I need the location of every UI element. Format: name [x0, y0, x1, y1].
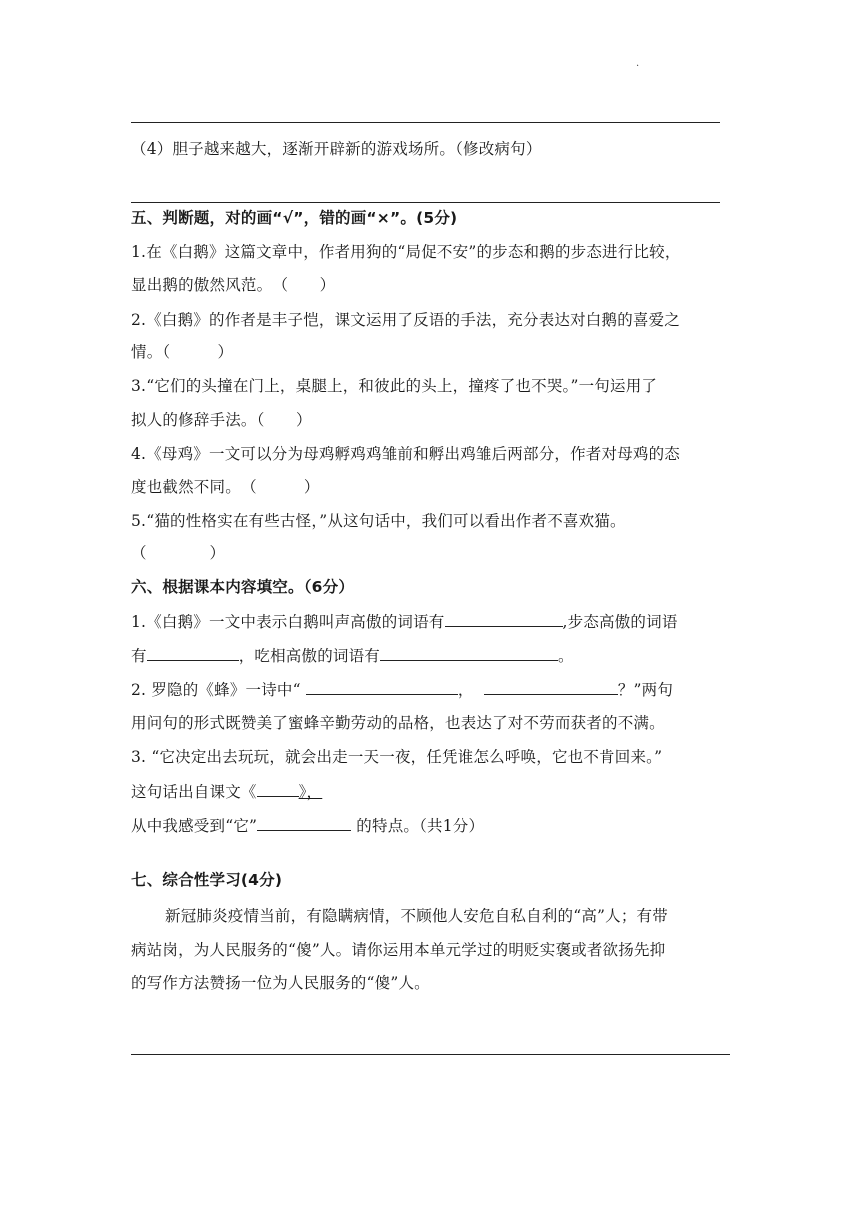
fill-blank[interactable] — [306, 679, 458, 695]
fill-text: 这句话出自课文《 — [131, 783, 257, 801]
fill-text: 有 — [131, 647, 147, 665]
fill-text: 2. 罗隐的《蜂》一诗中“ — [131, 681, 301, 699]
fill-question-3-cont — [131, 781, 322, 802]
judge-item: 3.“它们的头撞在门上，桌腿上，和彼此的头上，撞疼了也不哭。”一句运用了 — [131, 377, 658, 395]
section-6-title: 六、根据课本内容填空。（6分） — [131, 578, 355, 596]
question-modify-sentence: （4）胆子越来越大，逐渐开辟新的游戏场所。（修改病句） — [131, 140, 542, 158]
judge-item: 显出鹅的傲然风范。 （ ） — [131, 276, 336, 294]
fill-question-1 — [131, 611, 678, 632]
answer-line — [131, 122, 720, 123]
paragraph-line: 的写作方法赞扬一位为人民服务的“傻”人。 — [131, 974, 430, 992]
answer-line — [131, 202, 720, 203]
fill-question-1-cont — [131, 645, 574, 666]
judge-item: 拟人的修辞手法。（ ） — [131, 411, 312, 429]
fill-blank[interactable] — [484, 679, 618, 695]
fill-text: 1.《白鹅》一文中表示白鹅叫声高傲的词语有 — [131, 613, 445, 631]
fill-blank[interactable] — [445, 611, 563, 627]
paragraph-line: 新冠肺炎疫情当前，有隐瞒病情，不顾他人安危自私自利的“高”人；有带 — [165, 907, 668, 925]
fill-text: 的特点。（共1分） — [356, 817, 485, 835]
page-marker: . — [636, 58, 640, 69]
fill-blank[interactable] — [380, 645, 558, 661]
section-7-title: 七、综合性学习(4分) — [131, 871, 283, 889]
judge-item: 5.“猫的性格实在有些古怪，”从这句话中，我们可以看出作者不喜欢猫。 — [131, 512, 626, 530]
fill-question-3: 3. “它决定出去玩玩，就会出走一天一夜，任凭谁怎么呼唤，它也不肯回来。” — [131, 748, 663, 766]
fill-text: ，吃相高傲的词语有 — [238, 647, 381, 665]
fill-text: 。 — [558, 647, 574, 665]
section-5-title: 五、判断题，对的画“√”，错的画“×”。(5分) — [131, 209, 458, 227]
judge-item: 1.在《白鹅》这篇文章中，作者用狗的“局促不安”的步态和鹅的步态进行比较， — [131, 243, 681, 261]
judge-item: （ ） — [131, 544, 226, 562]
answer-line — [131, 1054, 730, 1055]
fill-text: ， — [457, 681, 474, 699]
judge-item: 4.《母鸡》一文可以分为母鸡孵鸡鸡雏前和孵出鸡雏后两部分，作者对母鸡的态 — [131, 445, 680, 463]
fill-text: ,步态高傲的词语 — [562, 613, 678, 631]
fill-text: 从中我感受到“它” — [131, 817, 258, 835]
fill-text: 》， — [298, 783, 323, 801]
fill-question-2 — [131, 679, 673, 700]
fill-question-3-feeling — [131, 815, 484, 836]
judge-item: 2.《白鹅》的作者是丰子恺，课文运用了反语的手法，充分表达对白鹅的喜爱之 — [131, 311, 680, 329]
fill-text: ？”两句 — [617, 681, 674, 699]
paragraph-line: 病站岗，为人民服务的“傻”人。请你运用本单元学过的明贬实褒或者欲扬先抑 — [131, 941, 666, 959]
fill-question-2-cont: 用问句的形式既赞美了蜜蜂辛勤劳动的品格，也表达了对不劳而获者的不满。 — [131, 714, 665, 732]
judge-item: 度也截然不同。 （ ） — [131, 478, 320, 496]
judge-item: 情。（ ） — [131, 343, 234, 361]
fill-blank[interactable] — [147, 645, 239, 661]
fill-blank[interactable] — [257, 781, 299, 797]
fill-blank[interactable] — [257, 815, 351, 831]
